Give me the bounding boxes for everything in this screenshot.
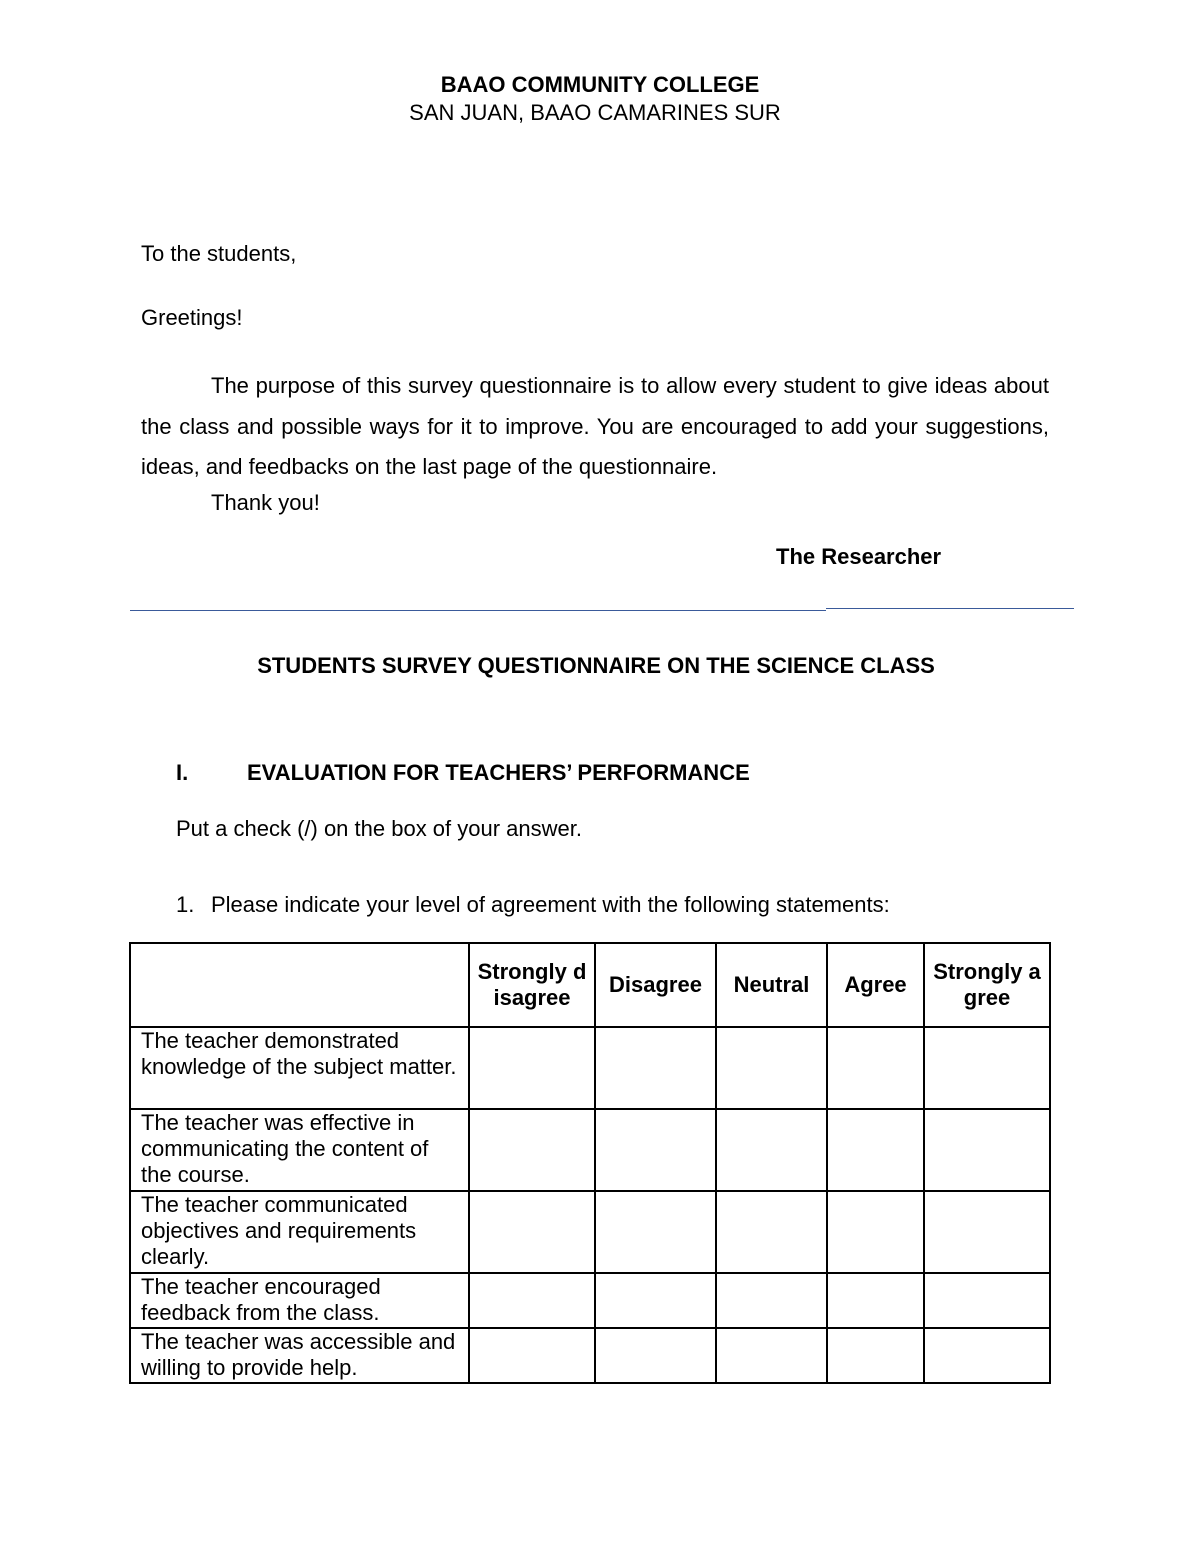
checkbox-agree[interactable] <box>827 1328 924 1383</box>
checkbox-strongly-agree[interactable] <box>924 1191 1050 1273</box>
header-disagree: Disagree <box>595 943 716 1027</box>
checkbox-strongly-agree[interactable] <box>924 1027 1050 1109</box>
checkbox-neutral[interactable] <box>716 1109 827 1191</box>
letter-thanks: Thank you! <box>211 490 320 515</box>
checkbox-disagree[interactable] <box>595 1109 716 1191</box>
table-row <box>130 1027 1050 1109</box>
checkbox-strongly-disagree[interactable] <box>469 1191 595 1273</box>
checkbox-agree[interactable] <box>827 1273 924 1328</box>
checkbox-strongly-disagree[interactable] <box>469 1109 595 1191</box>
institution-name: BAAO COMMUNITY COLLEGE <box>440 72 760 97</box>
checkbox-neutral[interactable] <box>716 1027 827 1109</box>
checkbox-strongly-agree[interactable] <box>924 1328 1050 1383</box>
checkbox-disagree[interactable] <box>595 1328 716 1383</box>
checkbox-agree[interactable] <box>827 1109 924 1191</box>
header-strongly-agree: Strongly agree <box>924 943 1050 1027</box>
header-agree: Agree <box>827 943 924 1027</box>
question-text: Please indicate your level of agreement with the following statements: <box>211 892 890 917</box>
table-row <box>130 1273 1050 1328</box>
divider-line <box>130 610 826 611</box>
table-header-row <box>130 943 1050 1027</box>
table-row <box>130 1191 1050 1273</box>
statement-cell: The teacher communicated objectives and requirements clearly. <box>130 1191 469 1273</box>
statement-cell: The teacher encouraged feedback from the class. <box>130 1273 469 1328</box>
checkbox-neutral[interactable] <box>716 1191 827 1273</box>
statement-cell: The teacher was accessible and willing to provide help. <box>130 1328 469 1383</box>
checkbox-disagree[interactable] <box>595 1191 716 1273</box>
section-title: EVALUATION FOR TEACHERS’ PERFORMANCE <box>247 760 750 785</box>
rating-table <box>129 942 1051 1384</box>
checkbox-strongly-agree[interactable] <box>924 1109 1050 1191</box>
checkbox-disagree[interactable] <box>595 1027 716 1109</box>
letter-greeting: Greetings! <box>141 305 243 330</box>
section-number: I. <box>176 760 189 785</box>
letter-body: The purpose of this survey questionnaire is to allow every student to give ideas about the class and possible ways for it to improve. You are encouraged to add your suggestions, ideas, and feedbacks on the last page of the questionnaire. <box>141 373 1049 479</box>
letter-signature: The Researcher <box>776 544 942 569</box>
survey-instruction: Put a check (/) on the box of your answer. <box>176 816 582 841</box>
checkbox-agree[interactable] <box>827 1027 924 1109</box>
statement-cell: The teacher was effective in communicating the content of the course. <box>130 1109 469 1191</box>
survey-title: STUDENTS SURVEY QUESTIONNAIRE ON THE SCIENCE CLASS <box>257 653 935 678</box>
letter-salutation: To the students, <box>141 241 297 266</box>
header-neutral: Neutral <box>716 943 827 1027</box>
institution-address: SAN JUAN, BAAO CAMARINES SUR <box>409 100 781 125</box>
checkbox-neutral[interactable] <box>716 1273 827 1328</box>
checkbox-disagree[interactable] <box>595 1273 716 1328</box>
header-strongly-disagree: Strongly disagree <box>469 943 595 1027</box>
header-empty-cell <box>130 943 469 1027</box>
statement-cell: The teacher demonstrated knowledge of the subject matter. <box>130 1027 469 1109</box>
checkbox-strongly-disagree[interactable] <box>469 1328 595 1383</box>
checkbox-strongly-disagree[interactable] <box>469 1273 595 1328</box>
table-row <box>130 1328 1050 1383</box>
checkbox-strongly-agree[interactable] <box>924 1273 1050 1328</box>
checkbox-strongly-disagree[interactable] <box>469 1027 595 1109</box>
divider-line-right <box>826 608 1074 609</box>
table-row <box>130 1109 1050 1191</box>
checkbox-agree[interactable] <box>827 1191 924 1273</box>
question-number: 1. <box>176 892 195 917</box>
checkbox-neutral[interactable] <box>716 1328 827 1383</box>
